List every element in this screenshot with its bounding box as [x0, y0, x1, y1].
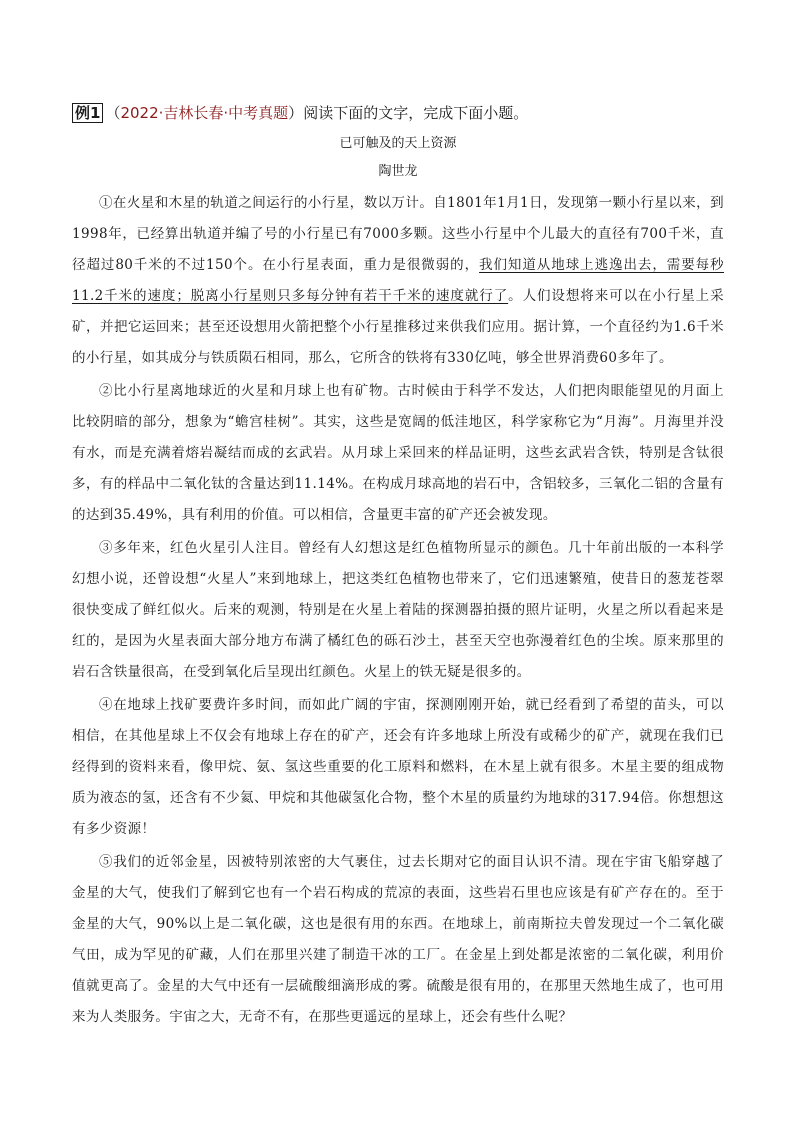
document-page — [72, 100, 724, 1033]
paragraph-1-underlined-sentence: 我们知道从地球上逃逸出去，需要每秒11.2千米的速度；脱离小行星则只多每分钟有若干千米的速度就行了 — [72, 257, 724, 304]
paragraph-4: ④在地球上找矿要费许多时间，而如此广阔的宇宙，探测刚刚开始，就已经看到了希望的苗头，可以相信，在其他星球上不仅会有地球上存在的矿产，还会有许多地球上所没有或稀少的矿产，就现在我们已经得到的资料来看，像甲烷、氨、氢这些重要的化工原料和燃料，在木星上就有很多。木星主要的组成物质为液态的氢，还含有不少氦、甲烷和其他碳氢化合物，整个木星的质量约为地球的317.94倍。你想想这有多少资源！ — [72, 697, 724, 837]
paragraph-1-text-b: 。人们设想将来可以在小行星上采矿，并把它运回来；甚至还设想用火箭把整个小行星推移过来供我们应用。据计算，一个直径约为1.6千米的小行星，如其成分与铁质陨石相同，那么，它所含的铁将有330亿吨，够全世界消费60多年了。 — [72, 288, 725, 366]
paragraph-1 — [72, 188, 724, 374]
article-title: 已可触及的天上资源 — [339, 136, 457, 151]
question-instruction: 阅读下面的文字，完成下面小题。 — [303, 104, 529, 122]
paragraph-5: ⑤我们的近邻金星，因被特别浓密的大气裹住，过去长期对它的面目认识不清。现在宇宙飞船穿越了金星的大气，使我们了解到它也有一个岩石构成的荒凉的表面，这些岩石里也应该是有矿产存在的。至于金星的大气，90%以上是二氧化碳，这也是很有用的东西。在地球上，前南斯拉夫曾发现过一个二氧化碳气田，成为罕见的矿藏，人们在那里兴建了制造干冰的工厂。在金星上到处都是浓密的二氧化碳，利用价值就更高了。金星的大气中还有一层硫酸细滴形成的雾。硫酸是很有用的，在那里天然地生成了，也可用来为人类服务。宇宙之大，无奇不有，在那些更遥远的星球上，还会有些什么呢？ — [72, 854, 724, 1025]
source-open-paren: （ — [105, 104, 121, 122]
article-author: 陶世龙 — [378, 164, 418, 179]
question-header — [72, 100, 724, 126]
question-source: 2022·吉林长春·中考真题 — [120, 104, 289, 122]
paragraph-3: ③多年来，红色火星引人注目。曾经有人幻想这是红色植物所显示的颜色。几十年前出版的一本科学幻想小说，还曾设想“火星人”来到地球上，把这类红色植物也带来了，它们迅速繁殖，使昔日的葱茏苍翠很快变成了鲜红似火。后来的观测，特别是在火星上着陆的探测器拍摄的照片证明，火星之所以看起来是红的，是因为火星表面大部分地方布满了橘红色的砾石沙土，甚至天空也弥漫着红色的尘埃。原来那里的岩石含铁量很高，在受到氧化后呈现出红颜色。火星上的铁无疑是很多的。 — [72, 540, 724, 680]
paragraph-2: ②比小行星离地球近的火星和月球上也有矿物。古时候由于科学不发达，人们把肉眼能望见的月面上比较阴暗的部分，想象为“蟾宫桂树”。其实，这些是宽阔的低洼地区，科学家称它为“月海”。月海里并没有水，而是充满着熔岩凝结而成的玄武岩。从月球上采回来的样品证明，这些玄武岩含铁，特别是含钛很多，有的样品中二氧化钛的含量达到11.14%。在构成月球高地的岩石中，含铝较多，三氧化二铝的含量有的达到35.49%，具有利用的价值。可以相信，含量更丰富的矿产还会被发现。 — [72, 383, 724, 523]
source-close-paren: ） — [288, 104, 304, 122]
question-number-tag: 例1 — [72, 103, 103, 123]
paragraph-1-text-a: ①在火星和木星的轨道之间运行的小行星，数以万计。自1801年1月1日，发现第一颗小行星以来，到1998年，已经算出轨道并编了号的小行星已有7000多颗。这些小行星中个儿最大的直径有700千米，直径超过80千米的不过150个。在小行星表面，重力是很微弱的， — [72, 195, 724, 273]
